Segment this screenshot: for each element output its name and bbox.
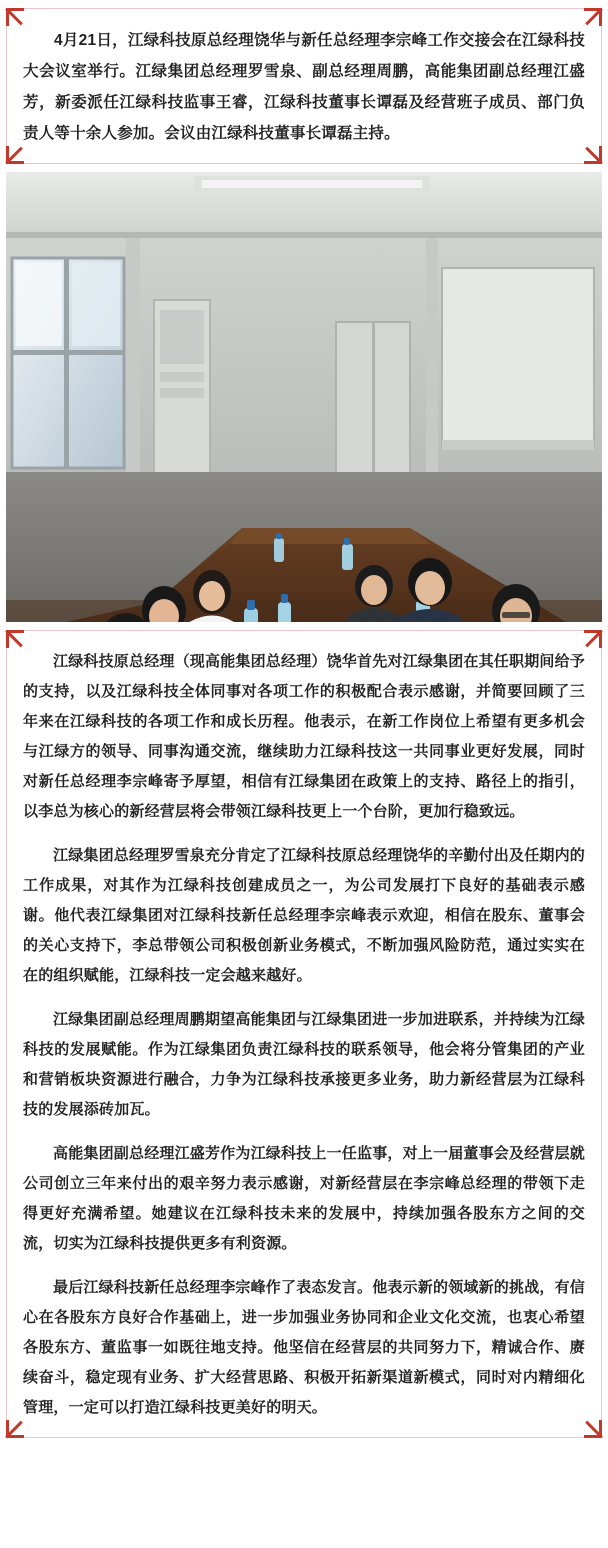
body-card — [6, 630, 602, 1438]
body-paragraph-3: 江绿集团副总经理周鹏期望高能集团与江绿集团进一步加进联系，并持续为江绿科技的发展赋能。作为江绿集团负责江绿科技的联系领导，他会将分管集团的产业和营销板块资源进行融合，力争为江绿科技承接更多业务，助力新经营层为江绿科技的发展添砖加瓦。 — [23, 1011, 586, 1118]
article-photo-container — [6, 172, 602, 622]
body-paragraph-5: 最后江绿科技新任总经理李宗峰作了表态发言。他表示新的领域新的挑战，有信心在各股东方良好合作基础上，进一步加强业务协同和企业文化交流，也衷心希望各股东方、董监事一如既往地支持。他坚信在经营层的共同努力下，精诚合作、赓续奋斗，稳定现有业务、扩大经营思路、积极开拓新渠道新模式，同时对内精细化管理，一定可以打造江绿科技更美好的明天。 — [23, 1279, 586, 1416]
body-paragraph-2: 江绿集团总经理罗雪泉充分肯定了江绿科技原总经理饶华的辛勤付出及任期内的工作成果，对其作为江绿科技创建成员之一，为公司发展打下良好的基础表示感谢。他代表江绿集团对江绿科技新任总经理李宗峰表示欢迎，相信在股东、董事会的关心支持下，李总带领公司积极创新业务模式，不断加强风险防范，通过实实在在的组织赋能，江绿科技一定会越来越好。 — [23, 847, 586, 984]
lead-card — [6, 8, 602, 164]
body-paragraph-1: 江绿科技原总经理（现高能集团总经理）饶华首先对江绿集团在其任职期间给予的支持，以及江绿科技全体同事对各项工作的积极配合表示感谢，并简要回顾了三年来在江绿科技的各项工作和成长历程。他表示，在新工作岗位上希望有更多机会与江绿方的领导、同事沟通交流，继续助力江绿科技这一共同事业更好发展，同时对新任总经理李宗峰寄予厚望，相信有江绿集团在政策上的支持、路径上的指引，以李总为核心的新经营层将会带领江绿科技更上一个台阶，更加行稳致远。 — [23, 653, 586, 820]
lead-card-content — [7, 9, 601, 163]
body-card-content — [7, 631, 601, 1437]
meeting-room-photo — [6, 172, 602, 622]
meeting-room-illustration — [6, 172, 602, 622]
body-paragraph-4: 高能集团副总经理江盛芳作为江绿科技上一任监事，对上一届董事会及经营层就公司创立三年来付出的艰辛努力表示感谢，对新经营层在李宗峰总经理的带领下走得更好充满希望。她建议在江绿科技未来的发展中，持续加强各股东方之间的交流，切实为江绿科技提供更多有利资源。 — [23, 1145, 586, 1252]
lead-paragraph: 4月21日，江绿科技原总经理饶华与新任总经理李宗峰工作交接会在江绿科技大会议室举行。江绿集团总经理罗雪泉、副总经理周鹏，高能集团副总经理江盛芳，新委派任江绿科技监事王睿，江绿科技董事长谭磊及经营班子成员、部门负责人等十余人参加。会议由江绿科技董事长谭磊主持。 — [23, 32, 585, 142]
